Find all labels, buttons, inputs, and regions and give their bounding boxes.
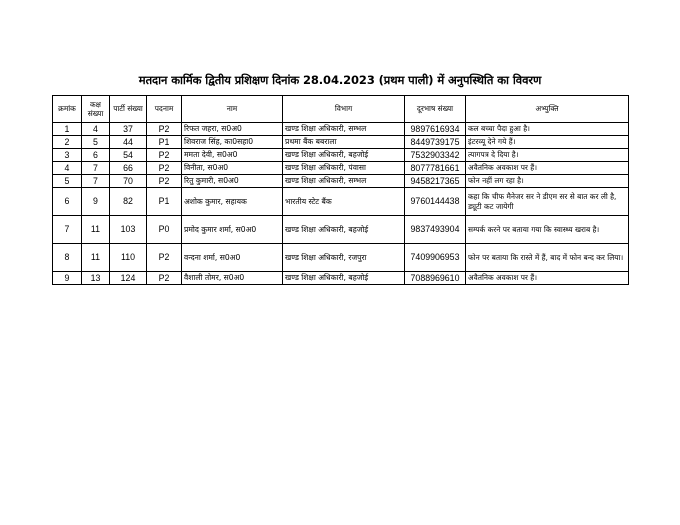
cell-department: प्रथमा बैंक बबराला: [283, 136, 405, 149]
table-row: [53, 244, 629, 272]
cell-remark: कल बच्चा पैदा हुआ है।: [466, 123, 629, 136]
table-header-row: [53, 96, 629, 123]
cell-room: 5: [82, 136, 110, 149]
cell-name: अशोक कुमार, सहायक: [182, 188, 283, 216]
cell-room: 9: [82, 188, 110, 216]
cell-party: 54: [110, 149, 147, 162]
header-remark: अभ्युक्ति: [466, 96, 629, 123]
cell-party: 70: [110, 175, 147, 188]
cell-post: P1: [147, 188, 182, 216]
cell-phone: 8449739175: [405, 136, 466, 149]
cell-room: 11: [82, 216, 110, 244]
cell-room: 13: [82, 272, 110, 285]
document-title: मतदान कार्मिक द्वितीय प्रशिक्षण दिनांक 28.04.2023 (प्रथम पाली) में अनुपस्थिति का विवरण: [138, 73, 542, 87]
cell-party: 103: [110, 216, 147, 244]
cell-remark: अवैतनिक अवकाश पर हैं।: [466, 272, 629, 285]
cell-phone: 9458217365: [405, 175, 466, 188]
cell-name: शिवराज सिंह, का0सहा0: [182, 136, 283, 149]
cell-party: 66: [110, 162, 147, 175]
cell-phone: 7088969610: [405, 272, 466, 285]
cell-party: 110: [110, 244, 147, 272]
cell-party: 82: [110, 188, 147, 216]
cell-serial: 2: [53, 136, 82, 149]
header-room: कक्ष संख्या: [82, 96, 110, 123]
table-row: [53, 162, 629, 175]
cell-name: विनीता, स0अ0: [182, 162, 283, 175]
cell-name: रिफत जहरा, स0अ0: [182, 123, 283, 136]
cell-serial: 3: [53, 149, 82, 162]
cell-post: P2: [147, 162, 182, 175]
cell-phone: 8077781661: [405, 162, 466, 175]
cell-phone: 9837493904: [405, 216, 466, 244]
cell-department: भारतीय स्टेट बैंक: [283, 188, 405, 216]
cell-remark: अवैतनिक अवकाश पर हैं।: [466, 162, 629, 175]
header-party: पार्टी संख्या: [110, 96, 147, 123]
cell-room: 4: [82, 123, 110, 136]
cell-party: 124: [110, 272, 147, 285]
cell-name: वैशाली तोमर, स0अ0: [182, 272, 283, 285]
cell-room: 7: [82, 162, 110, 175]
table-row: [53, 175, 629, 188]
cell-serial: 1: [53, 123, 82, 136]
cell-phone: 9760144438: [405, 188, 466, 216]
cell-remark: त्यागपत्र दे दिया है।: [466, 149, 629, 162]
table-row: [53, 123, 629, 136]
table-row: [53, 188, 629, 216]
cell-serial: 6: [53, 188, 82, 216]
header-department: विभाग: [283, 96, 405, 123]
cell-post: P2: [147, 123, 182, 136]
header-name: नाम: [182, 96, 283, 123]
cell-name: वन्दना शर्मा, स0अ0: [182, 244, 283, 272]
cell-post: P2: [147, 149, 182, 162]
cell-department: खण्ड शिक्षा अधिकारी, बहजोई: [283, 149, 405, 162]
cell-phone: 7409906953: [405, 244, 466, 272]
cell-phone: 7532903342: [405, 149, 466, 162]
cell-name: रितु कुमारी, स0अ0: [182, 175, 283, 188]
cell-department: खण्ड शिक्षा अधिकारी, सम्भल: [283, 123, 405, 136]
cell-post: P2: [147, 272, 182, 285]
cell-post: P2: [147, 175, 182, 188]
cell-phone: 9897616934: [405, 123, 466, 136]
cell-post: P2: [147, 244, 182, 272]
cell-remark: कहा कि चीफ मैनेजर सर ने डीएम सर से बात कर ली है, ड्यूटी कट जायेगी: [466, 188, 629, 216]
cell-serial: 5: [53, 175, 82, 188]
cell-name: प्रमोद कुमार शर्मा, स0अ0: [182, 216, 283, 244]
cell-department: खण्ड शिक्षा अधिकारी, बहजोई: [283, 272, 405, 285]
cell-department: खण्ड शिक्षा अधिकारी, पंवासा: [283, 162, 405, 175]
cell-name: ममता देवी, स0अ0: [182, 149, 283, 162]
cell-department: खण्ड शिक्षा अधिकारी, सम्भल: [283, 175, 405, 188]
cell-remark: फोन नहीं लग रहा है।: [466, 175, 629, 188]
header-post: पदनाम: [147, 96, 182, 123]
table-row: [53, 272, 629, 285]
cell-serial: 4: [53, 162, 82, 175]
cell-post: P1: [147, 136, 182, 149]
cell-department: खण्ड शिक्षा अधिकारी, बहजोई: [283, 216, 405, 244]
cell-room: 6: [82, 149, 110, 162]
cell-remark: सम्पर्क करने पर बताया गया कि स्वास्थ्य खराब है।: [466, 216, 629, 244]
table-row: [53, 149, 629, 162]
cell-party: 37: [110, 123, 147, 136]
cell-department: खण्ड शिक्षा अधिकारी, रजपुरा: [283, 244, 405, 272]
cell-serial: 9: [53, 272, 82, 285]
cell-serial: 7: [53, 216, 82, 244]
cell-room: 11: [82, 244, 110, 272]
cell-room: 7: [82, 175, 110, 188]
cell-party: 44: [110, 136, 147, 149]
cell-serial: 8: [53, 244, 82, 272]
header-phone: दूरभाष संख्या: [405, 96, 466, 123]
cell-remark: फोन पर बताया कि रास्ते में हैं, बाद में फोन बन्द कर लिया।: [466, 244, 629, 272]
absence-table: [52, 95, 629, 285]
table-row: [53, 136, 629, 149]
cell-remark: इंटरव्यू देने गये हैं।: [466, 136, 629, 149]
cell-post: P0: [147, 216, 182, 244]
table-row: [53, 216, 629, 244]
header-serial: क्रमांक: [53, 96, 82, 123]
